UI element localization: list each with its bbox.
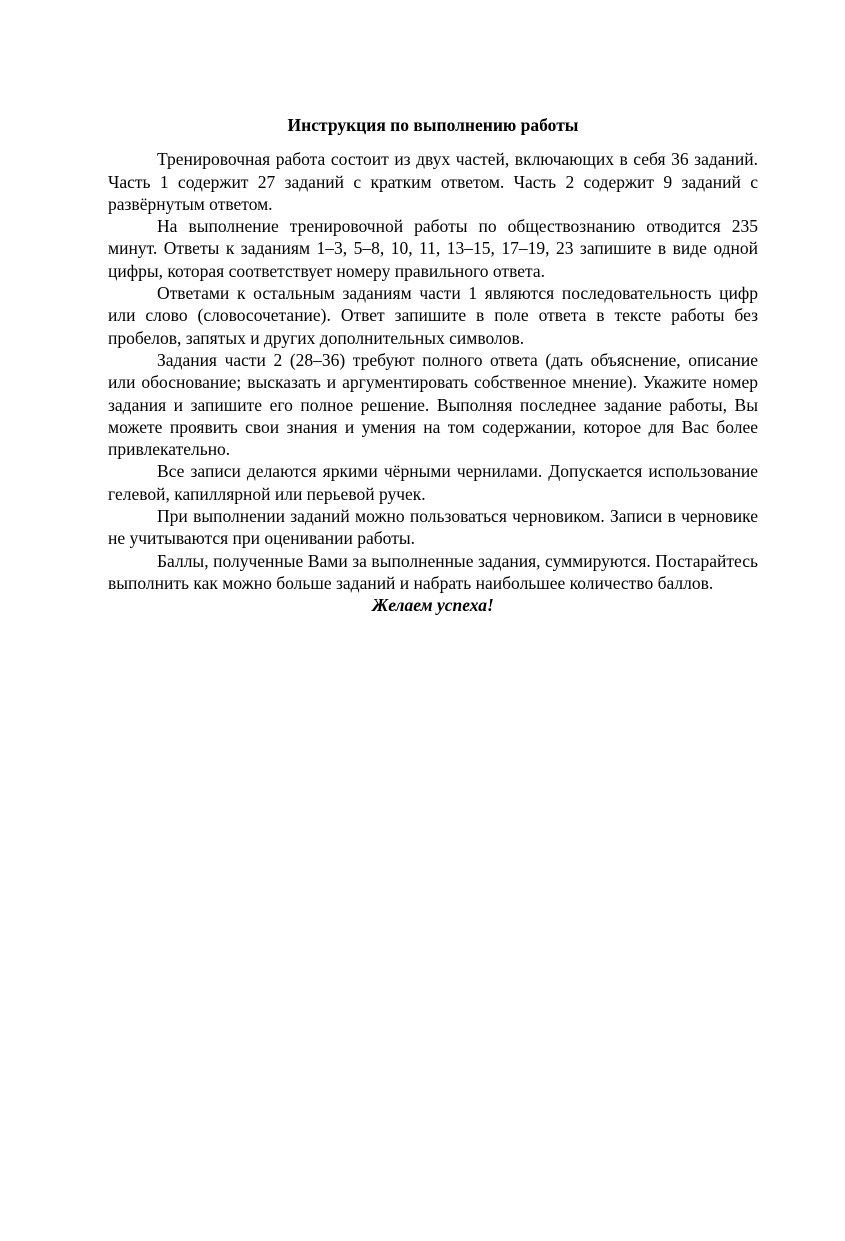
paragraph-scores: Баллы, полученные Вами за выполненные задания, суммируются. Постарайтесь выполнить как можно больше заданий и набрать наибольшее количество баллов. [108,550,758,593]
closing-wish: Желаем успеха! [372,595,494,616]
paragraph-time: На выполнение тренировочной работы по обществознанию отводится 235 минут. Ответы к заданиям 1–3, 5–8, 10, 11, 13–15, 17–19, 23 запишите в виде одной цифры, которая соответствует номеру правильного ответа. [108,216,758,281]
paragraph-structure: Тренировочная работа состоит из двух частей, включающих в себя 36 заданий. Часть 1 содержит 27 заданий с кратким ответом. Часть 2 содержит 9 заданий с развёрнутым ответом. [108,149,758,214]
paragraph-draft: При выполнении заданий можно пользоваться черновиком. Записи в черновике не учитываются при оценивании работы. [108,506,758,549]
paragraph-ink: Все записи делаются яркими чёрными чернилами. Допускается использование гелевой, капиллярной или перьевой ручек. [108,461,758,504]
paragraph-answers-part1: Ответами к остальным заданиям части 1 являются последовательность цифр или слово (словосочетание). Ответ запишите в поле ответа в тексте работы без пробелов, запятых и других дополнительных символов. [108,283,758,348]
paragraph-part2: Задания части 2 (28–36) требуют полного ответа (дать объяснение, описание или обоснование; высказать и аргументировать собственное мнение). Укажите номер задания и запишите его полное решение. Выполняя последнее задание работы, Вы можете проявить свои знания и умения на том содержании, которое для Вас более привлекательно. [108,349,758,460]
instruction-page [108,114,758,617]
page-title: Инструкция по выполнению работы [287,115,579,135]
